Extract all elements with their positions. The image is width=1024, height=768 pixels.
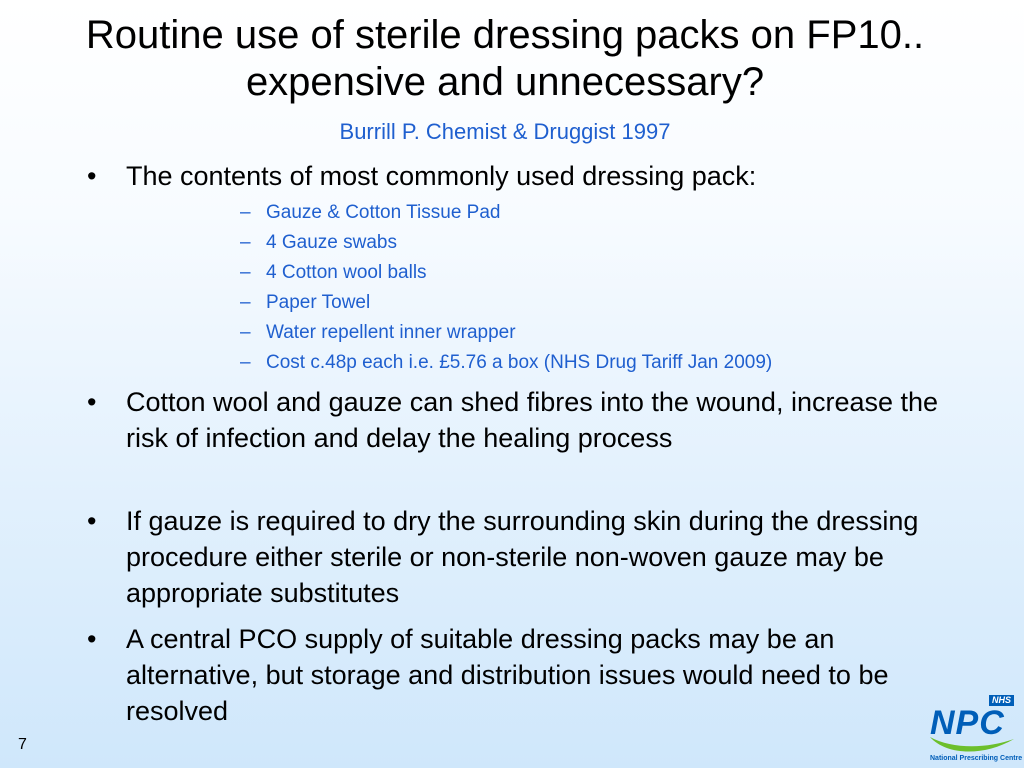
bullet-marker: • — [87, 161, 97, 191]
sub-bullet-list — [240, 198, 772, 378]
sub-bullet-item — [240, 198, 772, 228]
sub-bullet-text: Paper Towel — [266, 292, 371, 313]
bullet-text: A central PCO supply of suitable dressing packs may be an alternative, but storage and distribution issues would need to be resolved — [126, 624, 889, 726]
dash-marker: – — [240, 202, 251, 223]
nhs-badge: NHS — [989, 695, 1014, 706]
bullet-marker: • — [87, 506, 97, 536]
sub-bullet-text: Water repellent inner wrapper — [266, 322, 516, 343]
sub-bullet-item — [240, 288, 772, 318]
slide-title: Routine use of sterile dressing packs on FP10.. expensive and unnecessary? — [85, 13, 925, 104]
bullet-item — [87, 158, 967, 194]
npc-full-name: National Prescribing Centre — [930, 755, 1023, 762]
npc-wordmark: NPC — [930, 704, 1005, 742]
bullet-marker: • — [87, 624, 97, 654]
sub-bullet-text: 4 Cotton wool balls — [266, 262, 427, 283]
dash-marker: – — [240, 292, 251, 313]
sub-bullet-item — [240, 348, 772, 378]
bullet-text: Cotton wool and gauze can shed fibres into the wound, increase the risk of infection and delay the healing process — [126, 387, 939, 453]
swoosh-icon — [928, 733, 1016, 755]
bullet-marker: • — [87, 387, 97, 417]
sub-bullet-item — [240, 258, 772, 288]
sub-bullet-item — [240, 318, 772, 348]
bullet-text: If gauze is required to dry the surrounding skin during the dressing procedure either sterile or non-sterile non-woven gauze may be appropriate substitutes — [126, 506, 919, 608]
dash-marker: – — [240, 352, 251, 373]
bullet-item — [87, 384, 967, 456]
sub-bullet-text: Gauze & Cotton Tissue Pad — [266, 202, 501, 223]
dash-marker: – — [240, 232, 251, 253]
sub-bullet-text: 4 Gauze swabs — [266, 232, 397, 253]
dash-marker: – — [240, 322, 251, 343]
sub-bullet-item — [240, 228, 772, 258]
dash-marker: – — [240, 262, 251, 283]
page-number: 7 — [18, 736, 27, 753]
bullet-text: The contents of most commonly used dressing pack: — [126, 161, 757, 191]
bullet-item — [87, 503, 967, 611]
sub-bullet-text: Cost c.48p each i.e. £5.76 a box (NHS Drug Tariff Jan 2009) — [266, 352, 773, 373]
bullet-item — [87, 621, 967, 729]
npc-logo — [924, 695, 1022, 767]
slide-subtitle: Burrill P. Chemist & Druggist 1997 — [339, 119, 671, 144]
